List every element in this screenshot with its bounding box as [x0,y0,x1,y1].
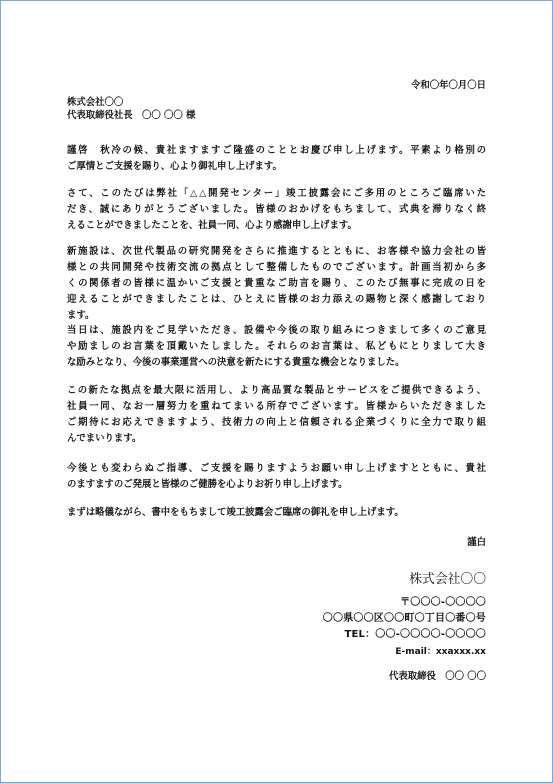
body-line: んでまいります。 [67,433,142,444]
body-line: だき、誠にありがとうございました。皆様のおかげをもちまして、式典を滞りなく終 [67,204,486,215]
body-line: 謹啓 秋冷の候、貴社ますますご隆盛のこととお慶び申し上げます。平素より格別の [67,145,486,156]
body-line: えることができましたことを、社員一同、心より感謝申し上げます。 [67,220,357,231]
body-line: この新たな拠点を最大限に活用し、より高品質な製品とサービスをご提供できるよう、 [67,385,486,396]
body-line: 社員一同、なお一層努力を重ねてまいる所存でございます。皆様からいただきました [67,401,486,412]
body-line: まずは略儀ながら、書中をもちまして竣工披露会ご臨席の御礼を申し上げます。 [67,507,404,518]
sender-postal: 〒〇〇〇-〇〇〇〇 [400,597,486,608]
sender-email: E-mail：xxaxxx.xx [395,647,486,657]
closing-word: 謹白 [467,537,486,548]
sender-representative: 代表取締役 〇〇 〇〇 [388,671,486,682]
body-line: ご厚情とご支援を賜り、心より御礼申し上げます。 [67,161,282,172]
body-line: ます。 [67,310,95,321]
sender-tel: TEL：〇〇-〇〇〇〇-〇〇〇〇 [344,629,486,640]
sender-company: 株式会社〇〇 [409,572,486,587]
body-line: 迎えることができましたことは、ひとえに皆様のお力添えの賜物と深く感謝しており [67,294,486,305]
body-line: 今後とも変わらぬご指導、ご支援を賜りますようお願い申し上げますとともに、貴社 [67,463,486,474]
body-line: な励みとなり、今後の事業運営への決意を新たにする貴重な機会となりました。 [67,357,405,368]
body-line: 新施設は、次世代製品の研究開発をさらに推進するとともに、お客様や協力会社の皆 [67,246,486,257]
body-line: や励ましのお言葉を頂戴いたしました。それらのお言葉は、私どもにとりまして大き [67,341,486,352]
body-line: さて、このたびは弊社「△△開発センター」竣工披露会にご多用のところご臨席いた [67,188,486,199]
body-line: くの関係者の皆様に温かいご支援と貴重なご助言を賜り、このたび無事に完成の日を [67,278,486,289]
body-line: のますますのご発展と皆様のご健勝を心よりお祈り申し上げます。 [67,479,348,490]
recipient-company: 株式会社〇〇 [67,97,124,108]
sender-address: 〇〇県〇〇区〇〇町〇丁目〇番〇号 [322,613,486,624]
body-line: ご期待にお応えできますよう、技術力の向上と信頼される企業づくりに全力で取り組 [67,417,486,428]
body-line: 様との共同開発や技術交流の拠点として整備したものでございます。計画当初から多 [67,262,486,273]
letter-date: 令和〇年〇月〇日 [410,80,486,91]
body-line: 当日は、施設内をご見学いただき、設備や今後の取り組みにつきまして多くのご意見 [67,325,486,336]
recipient-person: 代表取締役社長 〇〇 〇〇 様 [67,110,196,121]
